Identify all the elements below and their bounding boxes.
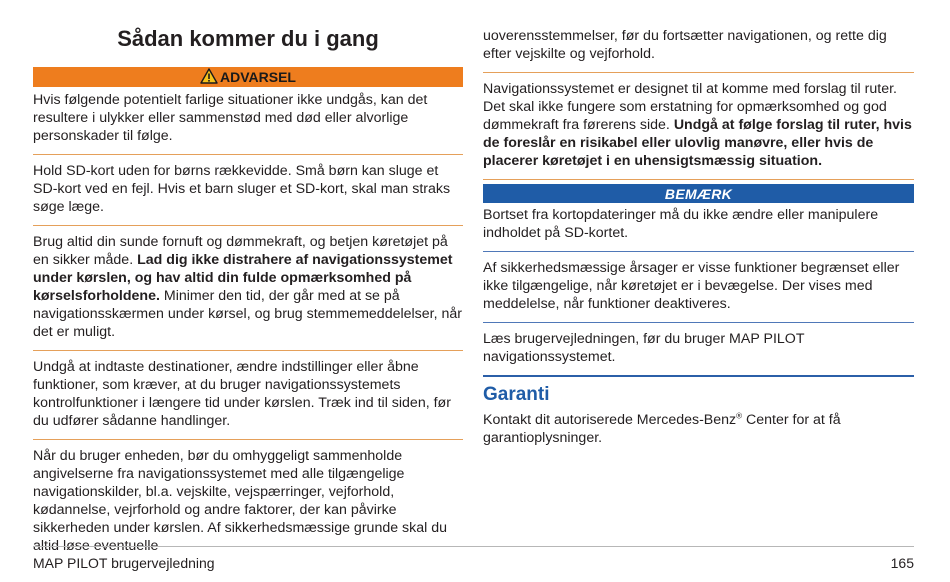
- destination-entry-paragraph: Undgå at indtaste destinationer, ændre indstillinger eller åbne funktioner, som kræver, at du bruger navigationssystemets kontrolfunktioner i længere tid under kørslen. Træk ind til siden, før du udfører sådanne handlinger.: [33, 351, 463, 440]
- page-title: Sådan kommer du i gang: [117, 26, 379, 51]
- compare-navigation-paragraph: Når du bruger enheden, bør du omhyggeligt sammenholde angivelserne fra navigationssystemet med alle tilgængelige navigationskilder, bl.a. vejskilte, vejspærringer, vejforhold, kødannelse, vejrforhold og andre faktorer, der kan påvirke sikkerheden under kørslen. Af sikkerhedsmæssige grunde skal du altid løse eventuelle: [33, 448, 448, 554]
- warning-intro-paragraph: Hvis følgende potentielt farlige situationer ikke undgås, kan det resultere i ulykker eller sammenstød med død eller alvorlige personskader til følge.: [33, 89, 463, 155]
- footer-divider: [33, 546, 914, 547]
- right-column: [483, 0, 914, 540]
- driving-safety-text-bold: Lad dig ikke distrahere af navigationssystemet under kørslen, og hav altid din fulde opmærksomhed på kørselsforholdene.: [33, 252, 453, 304]
- sd-card-note-paragraph: Bortset fra kortopdateringer må du ikke ændre eller manipulere indholdet på SD-kortet.: [483, 204, 914, 252]
- warranty-paragraph: [483, 409, 914, 450]
- left-column: [33, 0, 463, 554]
- warranty-text-a: Kontakt dit autoriserede Mercedes-Benz: [483, 412, 737, 428]
- warranty-text-b: Center for at få garantioplysninger.: [483, 412, 841, 446]
- route-suggestion-text: Navigationssystemet er designet til at komme med forslag til ruter. Det skal ikke fungere som erstatning for opmærksomhed og god dømmekraft fra førerens side.: [483, 81, 897, 133]
- read-manual-paragraph: Læs brugervejledningen, før du bruger MAP PILOT navigationssystemet.: [483, 323, 914, 377]
- warranty-heading: Garanti: [483, 384, 550, 405]
- manual-name: MAP PILOT brugervejledning: [33, 555, 215, 571]
- page-number: 165: [890, 555, 914, 571]
- driving-safety-text-b: Minimer den tid, der går med at se på navigationsskærmen under kørsel, og brug stemmemeddelelser, når det er muligt.: [33, 288, 462, 340]
- driving-safety-text-a: Brug altid din sunde fornuft og dømmekraft, og betjen køretøjet på en sikker måde.: [33, 234, 448, 268]
- route-suggestion-paragraph: [483, 73, 914, 180]
- restricted-functions-paragraph: Af sikkerhedsmæssige årsager er visse funktioner begrænset eller ikke tilgængelige, når køretøjet er i bevægelse. Der vises med meddelelse, når funktioner deaktiveres.: [483, 252, 914, 323]
- continue-navigation-paragraph: uoverensstemmelser, før du fortsætter navigationen, og rette dig efter vejskilte og vejforhold.: [483, 25, 914, 73]
- registered-mark: ®: [736, 411, 743, 421]
- sd-card-warning-paragraph: Hold SD-kort uden for børns rækkevidde. Små børn kan sluge et SD-kort ved en fejl. Hvis et barn sluger et SD-kort, skal man straks søge læge.: [33, 155, 463, 226]
- note-banner: BEMÆRK: [483, 184, 914, 203]
- warning-banner: [33, 67, 463, 87]
- route-suggestion-bold: Undgå at følge forslag til ruter, hvis de foreslår en risikabel eller ulovlig manøvre, eller hvis de placerer køretøjet i en uhensigtsmæssig situation.: [483, 117, 912, 169]
- warning-triangle-icon: [200, 68, 218, 87]
- driving-safety-paragraph: [33, 226, 463, 351]
- warning-label: ADVARSEL: [220, 69, 296, 85]
